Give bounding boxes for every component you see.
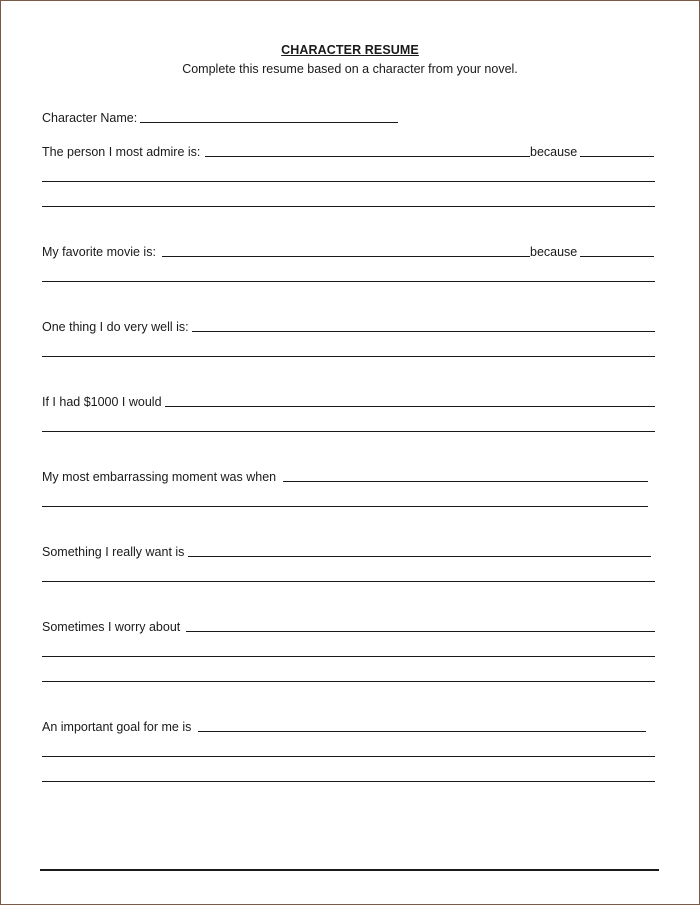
goal-field[interactable] (198, 731, 646, 732)
admire-because-field[interactable] (580, 156, 654, 157)
do-well-label: One thing I do very well is: (42, 320, 189, 334)
thousand-field[interactable] (165, 406, 655, 407)
worry-line-1[interactable] (42, 656, 655, 657)
document-subtitle: Complete this resume based on a character from your novel. (182, 62, 518, 76)
admire-line-1[interactable] (42, 181, 655, 182)
do-well-field[interactable] (192, 331, 655, 332)
movie-because-label: because (530, 245, 578, 259)
want-line-1[interactable] (42, 581, 655, 582)
goal-label: An important goal for me is (42, 720, 192, 734)
embarrassing-label: My most embarrassing moment was when (42, 470, 277, 484)
admire-line-2[interactable] (42, 206, 655, 207)
footer-divider (40, 869, 659, 871)
goal-line-1[interactable] (42, 756, 655, 757)
embarrassing-line-1[interactable] (42, 506, 648, 507)
admire-label: The person I most admire is: (42, 145, 201, 159)
thousand-line-1[interactable] (42, 431, 655, 432)
worry-line-2[interactable] (42, 681, 655, 682)
worry-label: Sometimes I worry about (42, 620, 181, 634)
movie-label: My favorite movie is: (42, 245, 156, 259)
character-name-field[interactable] (140, 122, 398, 123)
document-title: CHARACTER RESUME (281, 43, 419, 57)
thousand-label: If I had $1000 I would (42, 395, 162, 409)
admire-field[interactable] (205, 156, 530, 157)
character-name-label: Character Name: (42, 111, 138, 125)
do-well-line-1[interactable] (42, 356, 655, 357)
worry-field[interactable] (186, 631, 655, 632)
movie-because-field[interactable] (580, 256, 654, 257)
admire-because-label: because (530, 145, 578, 159)
embarrassing-field[interactable] (283, 481, 648, 482)
movie-line-1[interactable] (42, 281, 655, 282)
want-field[interactable] (188, 556, 651, 557)
goal-line-2[interactable] (42, 781, 655, 782)
movie-field[interactable] (162, 256, 530, 257)
want-label: Something I really want is (42, 545, 185, 559)
